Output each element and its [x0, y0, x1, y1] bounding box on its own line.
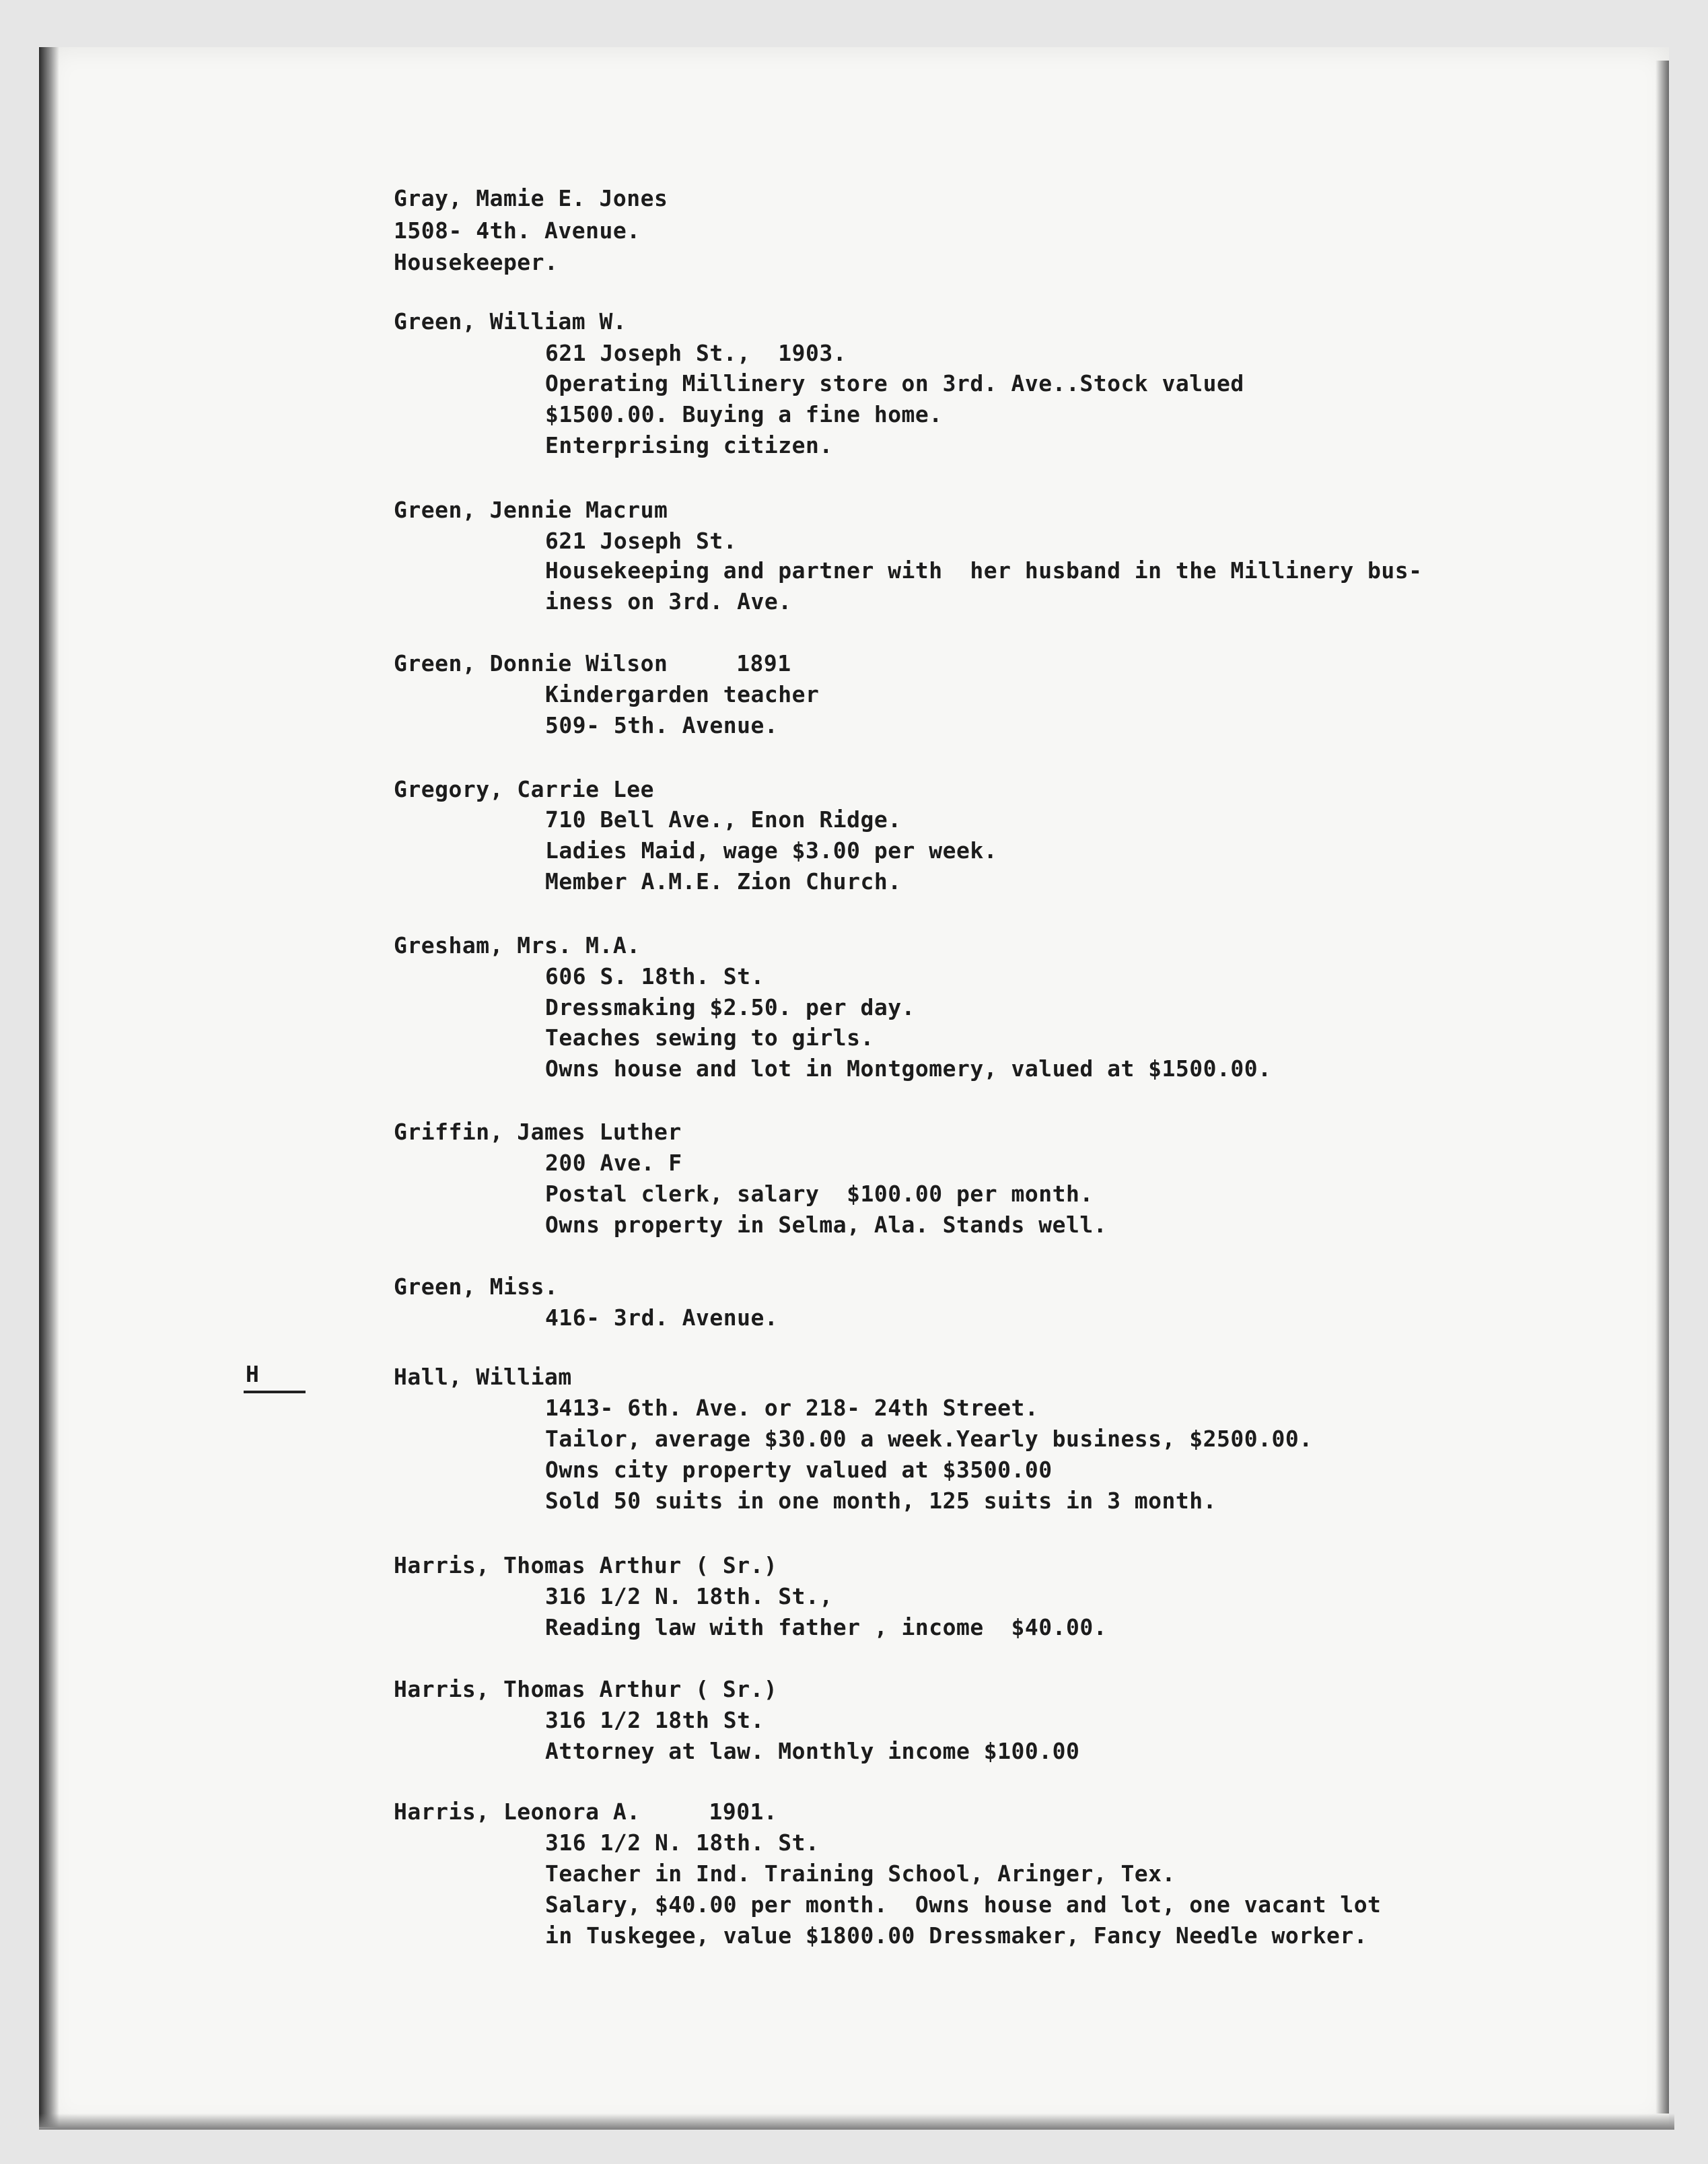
- margin-underline: [244, 1391, 306, 1393]
- entry-line: 509- 5th. Avenue.: [545, 712, 779, 738]
- margin-section-letter: H: [246, 1361, 259, 1387]
- entry-name: Harris, Thomas Arthur ( Sr.): [394, 1676, 778, 1702]
- entry-name: Green, Miss.: [394, 1273, 559, 1300]
- entry-line: Teaches sewing to girls.: [545, 1024, 874, 1051]
- entry-name: Green, Donnie Wilson 1891: [394, 650, 791, 676]
- entry-line: Operating Millinery store on 3rd. Ave..Stock valued: [545, 370, 1244, 396]
- entry-line: Housekeeper.: [394, 249, 559, 275]
- entry-name: Gregory, Carrie Lee: [394, 776, 654, 802]
- entry-line: $1500.00. Buying a fine home.: [545, 401, 943, 427]
- page-edge-shadow-bottom: [39, 2114, 1674, 2130]
- entry-line: 1508- 4th. Avenue.: [394, 217, 641, 244]
- entry-line: Tailor, average $30.00 a week.Yearly business, $2500.00.: [545, 1426, 1313, 1452]
- entry-line: Salary, $40.00 per month. Owns house and lot, one vacant lot: [545, 1891, 1382, 1918]
- page-edge-shadow-right: [1656, 61, 1669, 2114]
- entry-line: Owns house and lot in Montgomery, valued at $1500.00.: [545, 1055, 1272, 1082]
- entry-line: 621 Joseph St.: [545, 528, 738, 554]
- entry-line: Attorney at law. Monthly income $100.00: [545, 1738, 1080, 1764]
- entry-line: 316 1/2 18th St.: [545, 1707, 764, 1733]
- entry-line: Reading law with father , income $40.00.: [545, 1614, 1108, 1640]
- entry-line: Owns city property valued at $3500.00: [545, 1457, 1053, 1483]
- entry-line: 200 Ave. F: [545, 1150, 682, 1176]
- entry-line: 621 Joseph St., 1903.: [545, 340, 847, 366]
- entry-line: Ladies Maid, wage $3.00 per week.: [545, 837, 998, 864]
- entry-line: Housekeeping and partner with her husband in the Millinery bus-: [545, 557, 1423, 584]
- entry-line: Kindergarden teacher: [545, 681, 820, 707]
- entry-line: Enterprising citizen.: [545, 432, 833, 458]
- entry-line: 710 Bell Ave., Enon Ridge.: [545, 806, 902, 833]
- document-page: [47, 47, 1669, 2127]
- entry-line: iness on 3rd. Ave.: [545, 588, 792, 615]
- entry-line: 316 1/2 N. 18th. St.: [545, 1829, 820, 1856]
- entry-name: Hall, William: [394, 1364, 572, 1390]
- entry-name: Gray, Mamie E. Jones: [394, 185, 668, 211]
- entry-line: Postal clerk, salary $100.00 per month.: [545, 1181, 1094, 1207]
- entry-line: 316 1/2 N. 18th. St.,: [545, 1583, 833, 1609]
- entry-name: Griffin, James Luther: [394, 1119, 682, 1145]
- entry-line: 1413- 6th. Ave. or 218- 24th Street.: [545, 1395, 1039, 1421]
- entry-line: Dressmaking $2.50. per day.: [545, 994, 915, 1020]
- entry-line: Sold 50 suits in one month, 125 suits in 3 month.: [545, 1488, 1217, 1514]
- entry-line: 416- 3rd. Avenue.: [545, 1304, 779, 1331]
- entry-line: in Tuskegee, value $1800.00 Dressmaker, Fancy Needle worker.: [545, 1922, 1368, 1949]
- entry-name: Gresham, Mrs. M.A.: [394, 932, 641, 958]
- entry-line: 606 S. 18th. St.: [545, 963, 764, 989]
- entry-line: Teacher in Ind. Training School, Aringer, Tex.: [545, 1860, 1176, 1887]
- entry-line: Member A.M.E. Zion Church.: [545, 868, 902, 895]
- entry-name: Harris, Thomas Arthur ( Sr.): [394, 1552, 778, 1578]
- entry-name: Green, Jennie Macrum: [394, 497, 668, 523]
- entry-name: Harris, Leonora A. 1901.: [394, 1799, 778, 1825]
- page-edge-shadow-left: [39, 47, 59, 2127]
- entry-line: Owns property in Selma, Ala. Stands well.: [545, 1212, 1108, 1238]
- entry-name: Green, William W.: [394, 308, 627, 335]
